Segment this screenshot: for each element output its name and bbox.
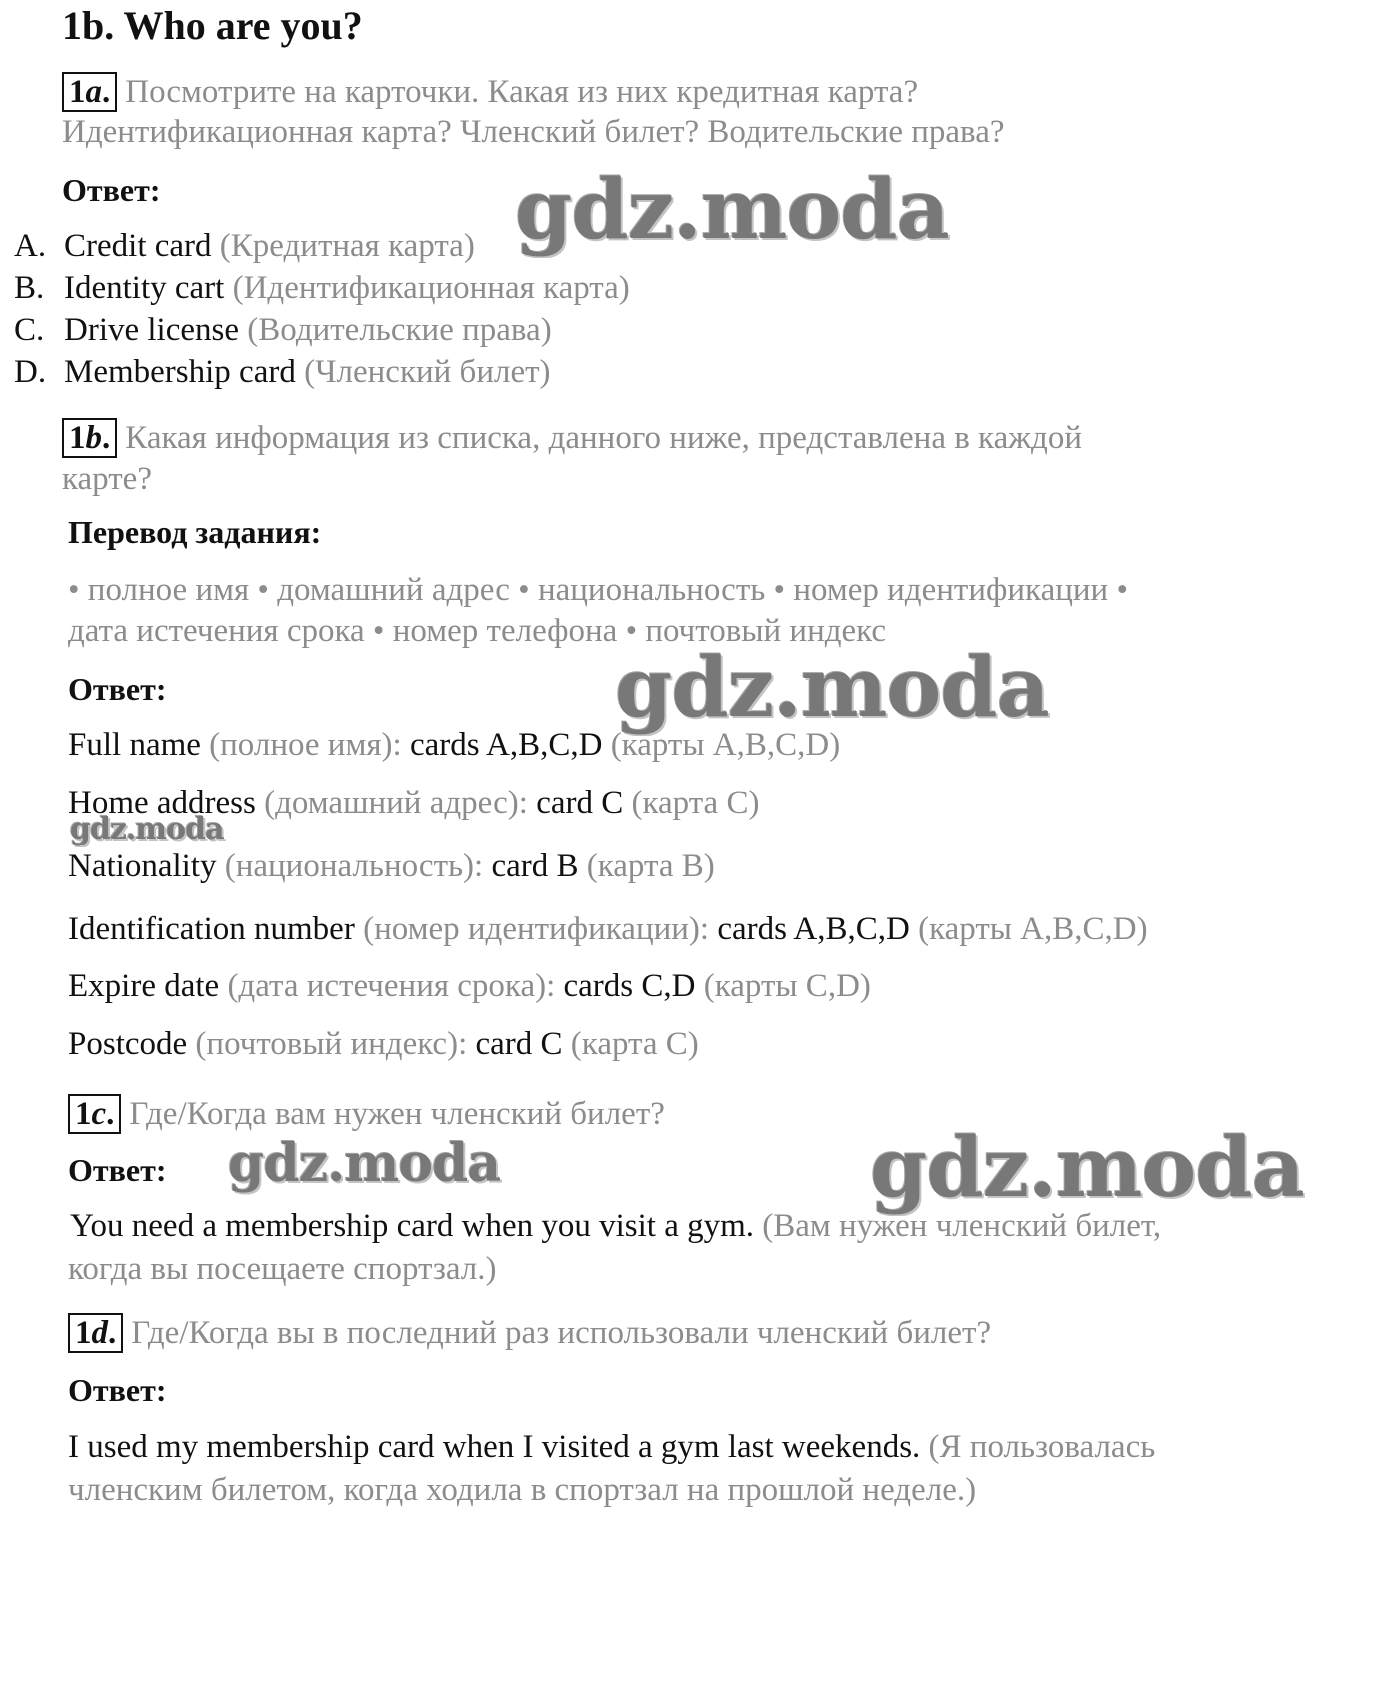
list-item-b: B. Identity cart (Идентификационная карта) <box>14 270 630 306</box>
answer-row-expire-date: Expire date (дата истечения срока): cards C,D (карты C,D) <box>68 968 871 1004</box>
question-1d <box>68 1313 991 1353</box>
question-1a-line1: Посмотрите на карточки. Какая из них кредитная карта? <box>125 74 919 110</box>
answer-label-1c: Ответ: <box>68 1152 167 1188</box>
task-badge-1d: 1d. <box>68 1313 123 1353</box>
watermark-5: gdz.moda <box>870 1120 1304 1216</box>
answer-row-postcode: Postcode (почтовый индекс): card C (карта C) <box>68 1026 699 1062</box>
task-badge-1c: 1c. <box>68 1094 121 1134</box>
list-item-d: D. Membership card (Членский билет) <box>14 354 551 390</box>
answer-row-nationality: Nationality (национальность): card B (карта B) <box>68 848 715 884</box>
watermark-1: gdz.moda <box>515 162 949 258</box>
answer-1d-line1: I used my membership card when I visited a gym last weekends. (Я пользовалась <box>68 1429 1156 1465</box>
question-1d-text: Где/Когда вы в последний раз использовали членский билет? <box>131 1315 992 1351</box>
question-1a <box>62 72 918 112</box>
list-item-c: C. Drive license (Водительские права) <box>14 312 552 348</box>
answer-label-1a: Ответ: <box>62 172 161 208</box>
translation-line2: дата истечения срока • номер телефона • почтовый индекс <box>68 613 887 649</box>
answer-label-1d: Ответ: <box>68 1372 167 1408</box>
answer-row-identification-number: Identification number (номер идентификации): cards A,B,C,D (карты A,B,C,D) <box>68 911 1148 947</box>
question-1b-line2: карте? <box>62 461 152 497</box>
answer-row-full-name: Full name (полное имя): cards A,B,C,D (карты A,B,C,D) <box>68 727 841 763</box>
watermark-4: gdz.moda <box>228 1133 501 1194</box>
answer-label-1b: Ответ: <box>68 671 167 707</box>
watermark-2: gdz.moda <box>615 640 1049 736</box>
task-badge-1b: 1b. <box>62 418 117 458</box>
answer-1d-line2: членским билетом, когда ходила в спортзал на прошлой неделе.) <box>68 1472 977 1508</box>
watermark-3: gdz.moda <box>70 812 224 847</box>
answer-1c-line1: You need a membership card when you visit a gym. (Вам нужен членский билет, <box>70 1208 1162 1244</box>
question-1c-text: Где/Когда вам нужен членский билет? <box>129 1096 665 1132</box>
answer-row-home-address: Home address (домашний адрес): card C (карта C) <box>68 785 760 821</box>
translation-line1: • полное имя • домашний адрес • национальность • номер идентификации • <box>68 572 1128 608</box>
question-1b <box>62 418 1082 458</box>
answer-1c-line2: когда вы посещаете спортзал.) <box>68 1251 497 1287</box>
list-item-a: A. Credit card (Кредитная карта) <box>14 228 475 264</box>
page-title: 1b. Who are you? <box>62 3 363 48</box>
question-1a-line2: Идентификационная карта? Членский билет? Водительские права? <box>62 114 1005 150</box>
translation-label: Перевод задания: <box>68 514 322 550</box>
task-badge-1a: 1a. <box>62 72 117 112</box>
question-1c <box>68 1094 665 1134</box>
question-1b-line1: Какая информация из списка, данного ниже, представлена в каждой <box>125 420 1082 456</box>
